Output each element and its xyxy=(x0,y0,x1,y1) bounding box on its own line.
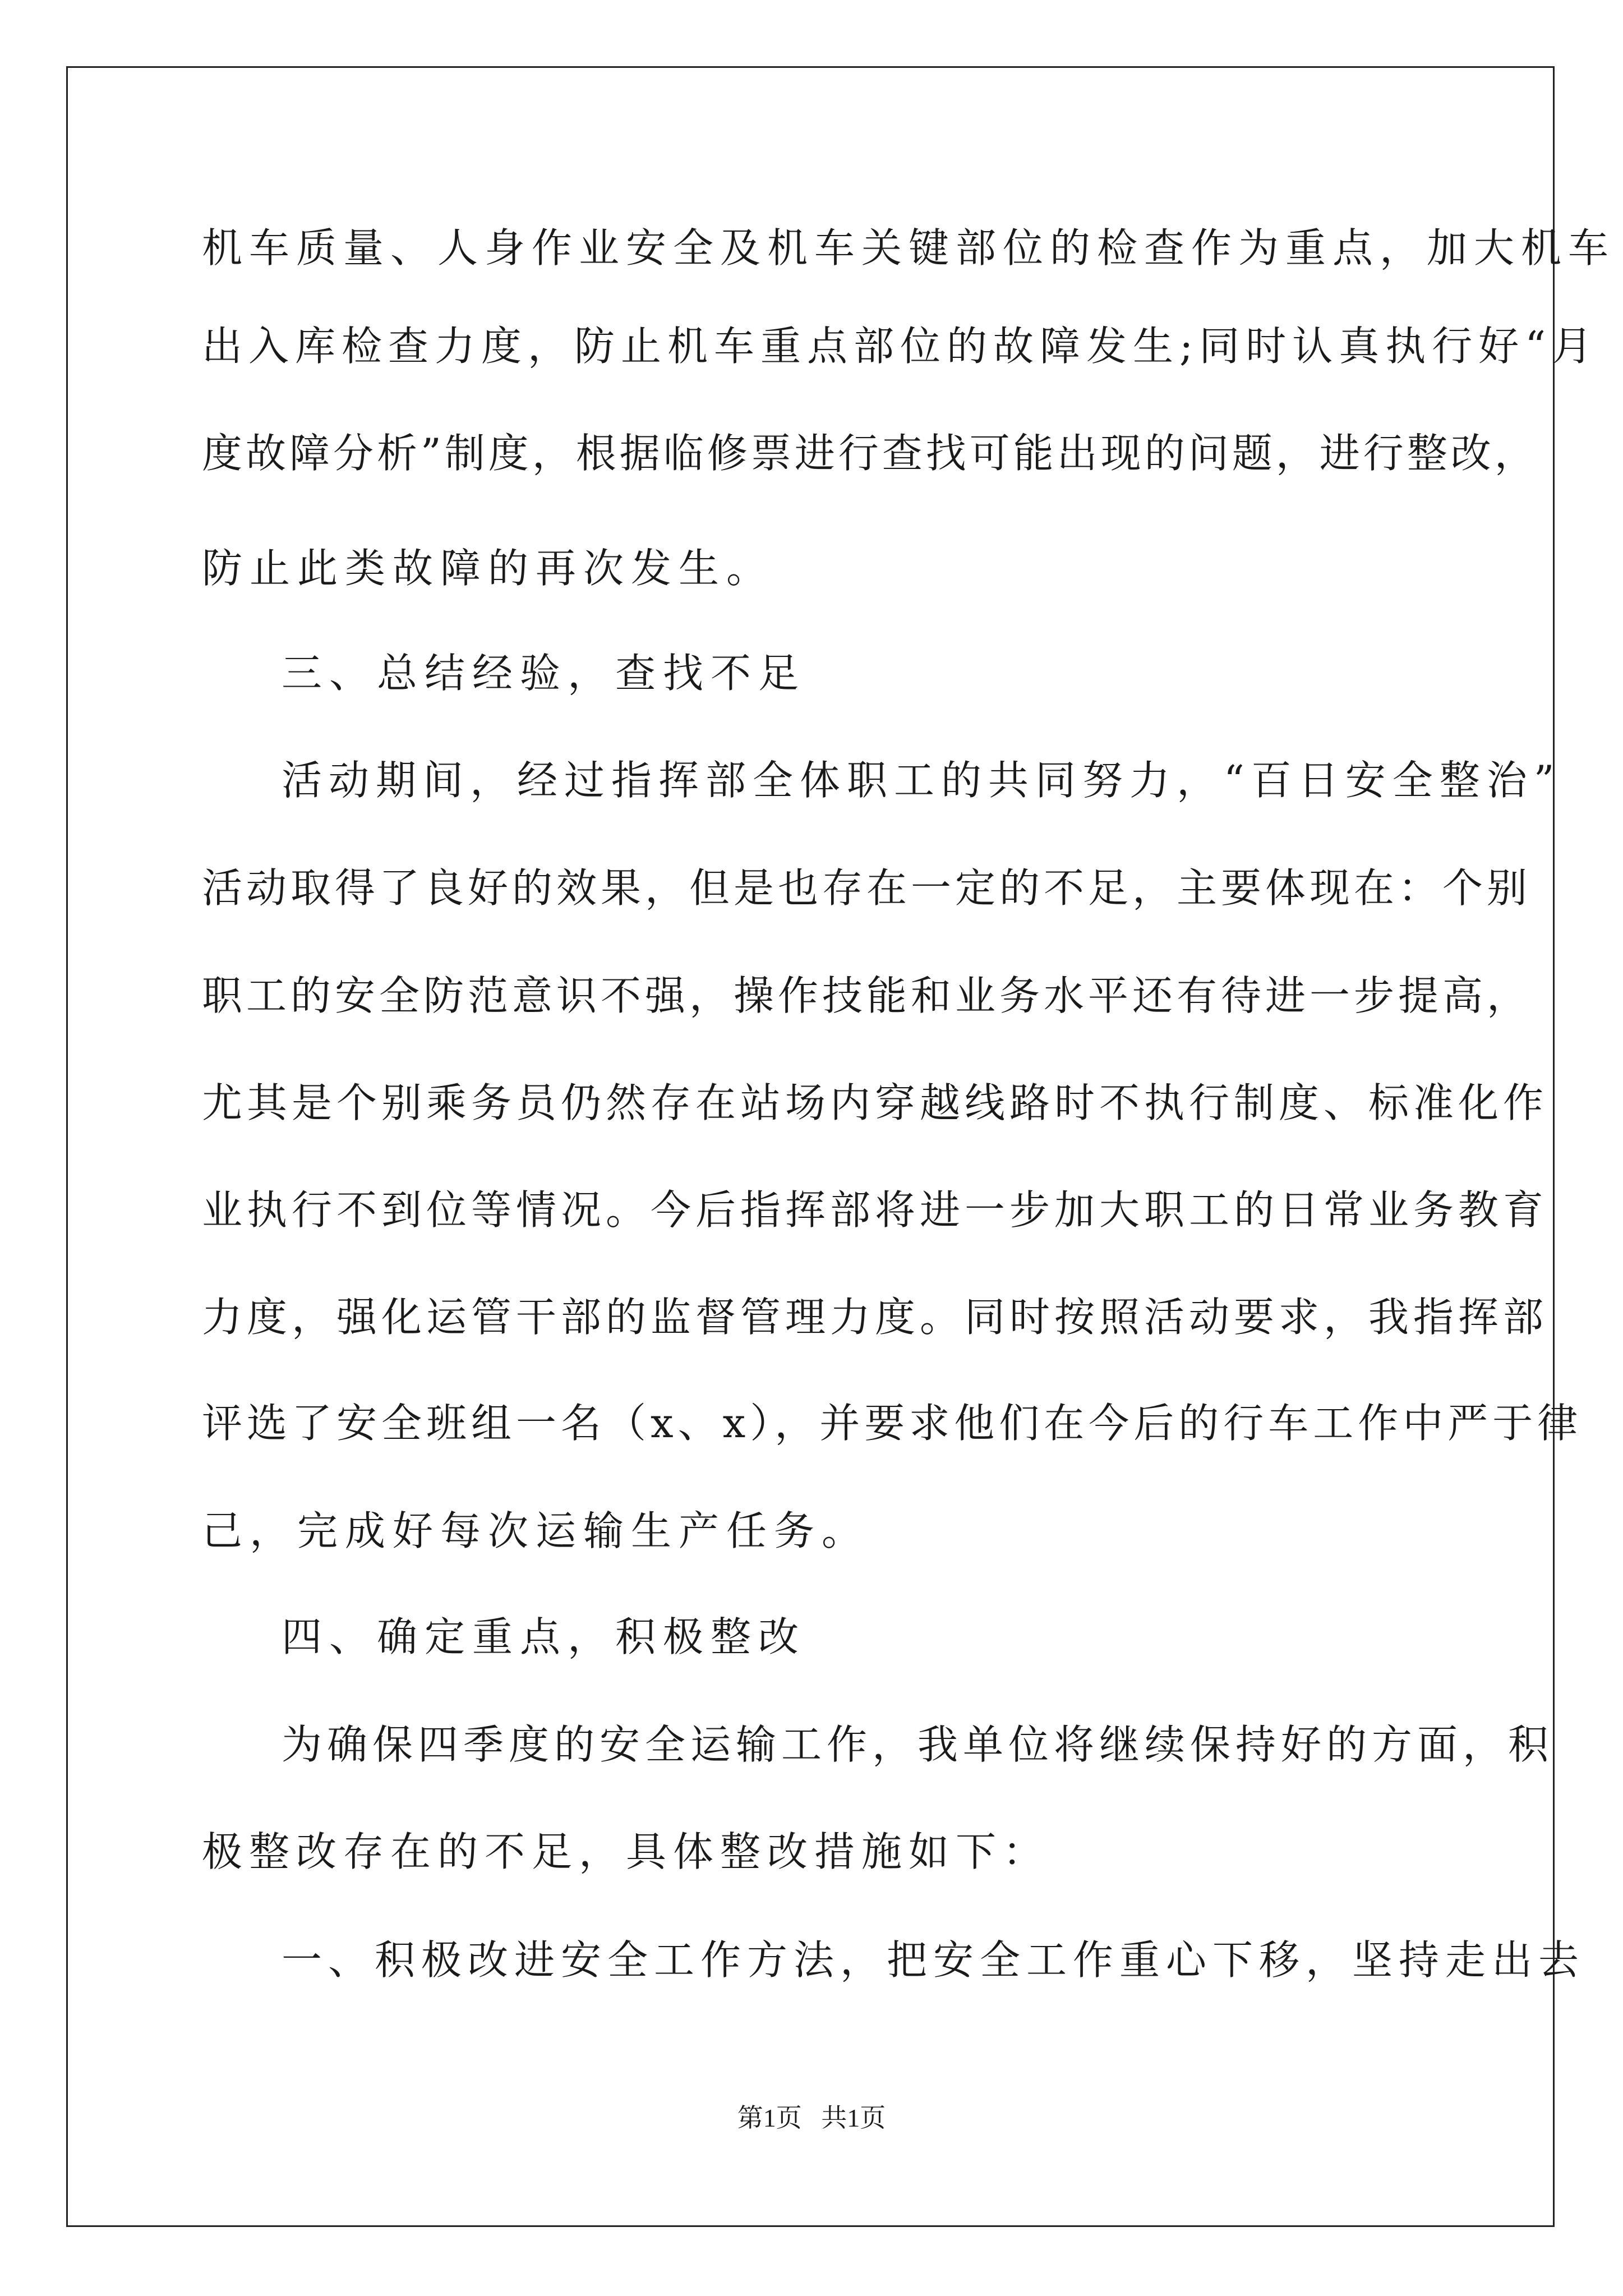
section-heading: 四、确定重点，积极整改 xyxy=(282,1613,806,1660)
body-text-line: 力度，强化运管干部的监督管理力度。同时按照活动要求，我指挥部 xyxy=(202,1294,1548,1341)
body-text-line: 尤其是个别乘务员仍然存在站场内穿越线路时不执行制度、标准化作 xyxy=(202,1079,1548,1126)
body-text-line: 出入库检查力度，防止机车重点部位的故障发生;同时认真执行好“月 xyxy=(202,323,1599,370)
section-heading: 三、总结经验，查找不足 xyxy=(282,650,806,697)
paragraph-first-line: 为确保四季度的安全运输工作，我单位将继续保持好的方面，积 xyxy=(282,1721,1554,1768)
body-text-line: 职工的安全防范意识不强，操作技能和业务水平还有待进一步提高， xyxy=(202,972,1532,1019)
body-text-line: 极整改存在的不足，具体整改措施如下： xyxy=(202,1828,1050,1875)
paragraph-first-line: 一、积极改进安全工作方法，把安全工作重心下移，坚持走出去 xyxy=(282,1936,1585,1984)
body-text-line: 己，完成好每次运输生产任务。 xyxy=(202,1507,870,1554)
body-text-line: 业执行不到位等情况。今后指挥部将进一步加大职工的日常业务教育 xyxy=(202,1186,1548,1234)
body-text-line: 防止此类故障的再次发生。 xyxy=(202,545,774,592)
page-border xyxy=(66,66,1616,2227)
page-footer: 第1页 共1页 xyxy=(737,2104,886,2132)
body-text-line: 机车质量、人身作业安全及机车关键部位的检查作为重点，加大机车 xyxy=(202,224,1616,272)
paragraph-first-line: 活动期间，经过指挥部全体职工的共同努力，“百日安全整治” xyxy=(282,757,1561,804)
body-text-line: 度故障分析”制度，根据临修票进行查找可能出现的问题，进行整改， xyxy=(202,430,1538,477)
body-text-line: 活动取得了良好的效果，但是也存在一定的不足，主要体现在：个别 xyxy=(202,864,1532,912)
body-text-line: 评选了安全班组一名（x、x），并要求他们在今后的行车工作中严于律 xyxy=(202,1400,1583,1447)
